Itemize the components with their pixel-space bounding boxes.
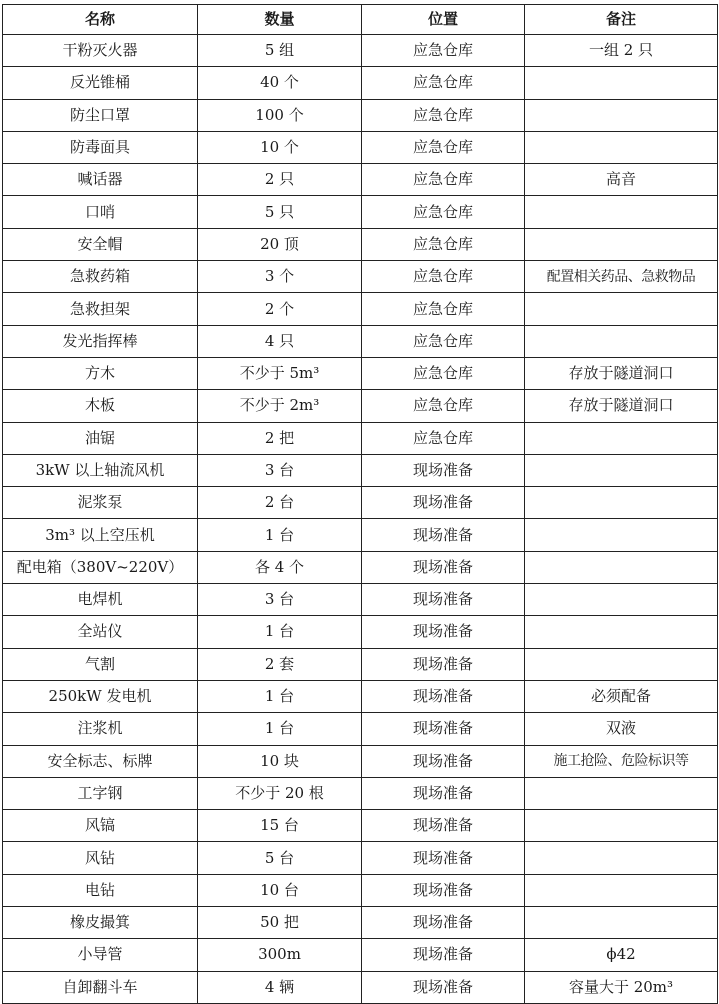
- header-remarks: 备注: [525, 5, 718, 35]
- cell-remarks: [525, 196, 718, 228]
- table-row: [3, 422, 718, 454]
- cell-name: 电焊机: [3, 584, 198, 616]
- cell-location: 现场准备: [362, 874, 525, 906]
- cell-remarks: 存放于隧道洞口: [525, 357, 718, 389]
- table-row: [3, 777, 718, 809]
- cell-quantity: 50 把: [198, 907, 362, 939]
- cell-name: 木板: [3, 390, 198, 422]
- table-row: [3, 907, 718, 939]
- table-row: [3, 874, 718, 906]
- cell-remarks: 存放于隧道洞口: [525, 390, 718, 422]
- cell-quantity: 3 台: [198, 584, 362, 616]
- cell-quantity: 15 台: [198, 810, 362, 842]
- cell-location: 应急仓库: [362, 99, 525, 131]
- cell-remarks: [525, 842, 718, 874]
- cell-location: 现场准备: [362, 648, 525, 680]
- table-row: [3, 842, 718, 874]
- table-row: [3, 487, 718, 519]
- table-row: [3, 616, 718, 648]
- table-row: [3, 228, 718, 260]
- cell-remarks: [525, 422, 718, 454]
- cell-quantity: 1 台: [198, 713, 362, 745]
- table-row: [3, 293, 718, 325]
- cell-name: 油锯: [3, 422, 198, 454]
- cell-location: 应急仓库: [362, 357, 525, 389]
- cell-location: 应急仓库: [362, 131, 525, 163]
- table-row: [3, 35, 718, 67]
- cell-remarks: [525, 810, 718, 842]
- cell-name: 橡皮撮箕: [3, 907, 198, 939]
- cell-name: 注浆机: [3, 713, 198, 745]
- cell-quantity: 2 只: [198, 164, 362, 196]
- cell-quantity: 1 台: [198, 616, 362, 648]
- cell-remarks: 必须配备: [525, 680, 718, 712]
- cell-quantity: 5 只: [198, 196, 362, 228]
- cell-remarks: [525, 616, 718, 648]
- cell-location: 现场准备: [362, 616, 525, 648]
- cell-quantity: 40 个: [198, 67, 362, 99]
- cell-location: 现场准备: [362, 519, 525, 551]
- cell-name: 方木: [3, 357, 198, 389]
- cell-name: 风镐: [3, 810, 198, 842]
- cell-quantity: 10 台: [198, 874, 362, 906]
- cell-quantity: 2 台: [198, 487, 362, 519]
- cell-remarks: [525, 551, 718, 583]
- cell-remarks: [525, 907, 718, 939]
- cell-name: 安全标志、标牌: [3, 745, 198, 777]
- cell-name: 防尘口罩: [3, 99, 198, 131]
- cell-remarks: 一组 2 只: [525, 35, 718, 67]
- cell-remarks: [525, 874, 718, 906]
- cell-location: 现场准备: [362, 551, 525, 583]
- cell-name: 发光指挥棒: [3, 325, 198, 357]
- cell-location: 应急仓库: [362, 35, 525, 67]
- cell-name: 反光锥桶: [3, 67, 198, 99]
- cell-name: 自卸翻斗车: [3, 971, 198, 1003]
- cell-location: 现场准备: [362, 454, 525, 486]
- cell-location: 应急仓库: [362, 390, 525, 422]
- cell-location: 应急仓库: [362, 325, 525, 357]
- cell-location: 应急仓库: [362, 261, 525, 293]
- cell-remarks: [525, 519, 718, 551]
- cell-quantity: 5 台: [198, 842, 362, 874]
- cell-location: 现场准备: [362, 713, 525, 745]
- cell-name: 喊话器: [3, 164, 198, 196]
- cell-location: 现场准备: [362, 907, 525, 939]
- cell-remarks: [525, 131, 718, 163]
- cell-location: 应急仓库: [362, 228, 525, 260]
- cell-location: 应急仓库: [362, 293, 525, 325]
- cell-name: 干粉灭火器: [3, 35, 198, 67]
- table-row: [3, 648, 718, 680]
- header-name: 名称: [3, 5, 198, 35]
- cell-remarks: [525, 99, 718, 131]
- table-row: [3, 971, 718, 1003]
- table-row: [3, 519, 718, 551]
- table-row: [3, 584, 718, 616]
- cell-name: 电钻: [3, 874, 198, 906]
- cell-name: 全站仪: [3, 616, 198, 648]
- cell-location: 应急仓库: [362, 67, 525, 99]
- table-row: [3, 357, 718, 389]
- cell-name: 口哨: [3, 196, 198, 228]
- cell-location: 现场准备: [362, 842, 525, 874]
- cell-location: 现场准备: [362, 777, 525, 809]
- cell-remarks: 高音: [525, 164, 718, 196]
- cell-name: 3kW 以上轴流风机: [3, 454, 198, 486]
- cell-remarks: [525, 454, 718, 486]
- cell-name: 250kW 发电机: [3, 680, 198, 712]
- table-row: [3, 810, 718, 842]
- table-row: [3, 164, 718, 196]
- table-row: [3, 131, 718, 163]
- table-row: [3, 261, 718, 293]
- cell-remarks: [525, 228, 718, 260]
- cell-quantity: 2 把: [198, 422, 362, 454]
- cell-location: 现场准备: [362, 971, 525, 1003]
- header-row: [3, 5, 718, 35]
- cell-location: 现场准备: [362, 680, 525, 712]
- header-location: 位置: [362, 5, 525, 35]
- cell-name: 小导管: [3, 939, 198, 971]
- cell-name: 急救药箱: [3, 261, 198, 293]
- cell-remarks: [525, 777, 718, 809]
- cell-name: 泥浆泵: [3, 487, 198, 519]
- cell-quantity: 3 个: [198, 261, 362, 293]
- table-row: [3, 325, 718, 357]
- cell-quantity: 10 个: [198, 131, 362, 163]
- table-row: [3, 99, 718, 131]
- cell-quantity: 2 个: [198, 293, 362, 325]
- cell-quantity: 300m: [198, 939, 362, 971]
- table-row: [3, 454, 718, 486]
- cell-remarks: [525, 584, 718, 616]
- table-row: [3, 745, 718, 777]
- cell-quantity: 20 顶: [198, 228, 362, 260]
- cell-remarks: ϕ42: [525, 939, 718, 971]
- cell-quantity: 4 只: [198, 325, 362, 357]
- cell-name: 气割: [3, 648, 198, 680]
- cell-quantity: 不少于 2m³: [198, 390, 362, 422]
- cell-remarks: [525, 67, 718, 99]
- table-row: [3, 939, 718, 971]
- cell-quantity: 4 辆: [198, 971, 362, 1003]
- table-row: [3, 551, 718, 583]
- cell-location: 应急仓库: [362, 196, 525, 228]
- cell-remarks: 双液: [525, 713, 718, 745]
- cell-quantity: 5 组: [198, 35, 362, 67]
- cell-location: 现场准备: [362, 584, 525, 616]
- cell-quantity: 2 套: [198, 648, 362, 680]
- cell-quantity: 不少于 20 根: [198, 777, 362, 809]
- cell-name: 3m³ 以上空压机: [3, 519, 198, 551]
- cell-remarks: [525, 293, 718, 325]
- cell-name: 风钻: [3, 842, 198, 874]
- cell-remarks: [525, 487, 718, 519]
- cell-quantity: 各 4 个: [198, 551, 362, 583]
- cell-name: 配电箱（380V~220V）: [3, 551, 198, 583]
- table-row: [3, 390, 718, 422]
- cell-remarks: [525, 325, 718, 357]
- cell-remarks: 施工抢险、危险标识等: [525, 745, 718, 777]
- cell-name: 安全帽: [3, 228, 198, 260]
- cell-location: 现场准备: [362, 810, 525, 842]
- table-row: [3, 713, 718, 745]
- table-row: [3, 67, 718, 99]
- table-row: [3, 196, 718, 228]
- cell-quantity: 3 台: [198, 454, 362, 486]
- cell-location: 现场准备: [362, 487, 525, 519]
- table-body: [3, 35, 718, 1004]
- cell-name: 工字钢: [3, 777, 198, 809]
- cell-remarks: 配置相关药品、急救物品: [525, 261, 718, 293]
- cell-name: 防毒面具: [3, 131, 198, 163]
- cell-location: 现场准备: [362, 745, 525, 777]
- header-quantity: 数量: [198, 5, 362, 35]
- cell-quantity: 1 台: [198, 519, 362, 551]
- cell-location: 现场准备: [362, 939, 525, 971]
- cell-remarks: 容量大于 20m³: [525, 971, 718, 1003]
- cell-location: 应急仓库: [362, 164, 525, 196]
- cell-remarks: [525, 648, 718, 680]
- cell-quantity: 1 台: [198, 680, 362, 712]
- table-header: [3, 5, 718, 35]
- cell-quantity: 不少于 5m³: [198, 357, 362, 389]
- cell-quantity: 10 块: [198, 745, 362, 777]
- cell-name: 急救担架: [3, 293, 198, 325]
- cell-quantity: 100 个: [198, 99, 362, 131]
- table-row: [3, 680, 718, 712]
- cell-location: 应急仓库: [362, 422, 525, 454]
- equipment-table: [2, 4, 718, 1004]
